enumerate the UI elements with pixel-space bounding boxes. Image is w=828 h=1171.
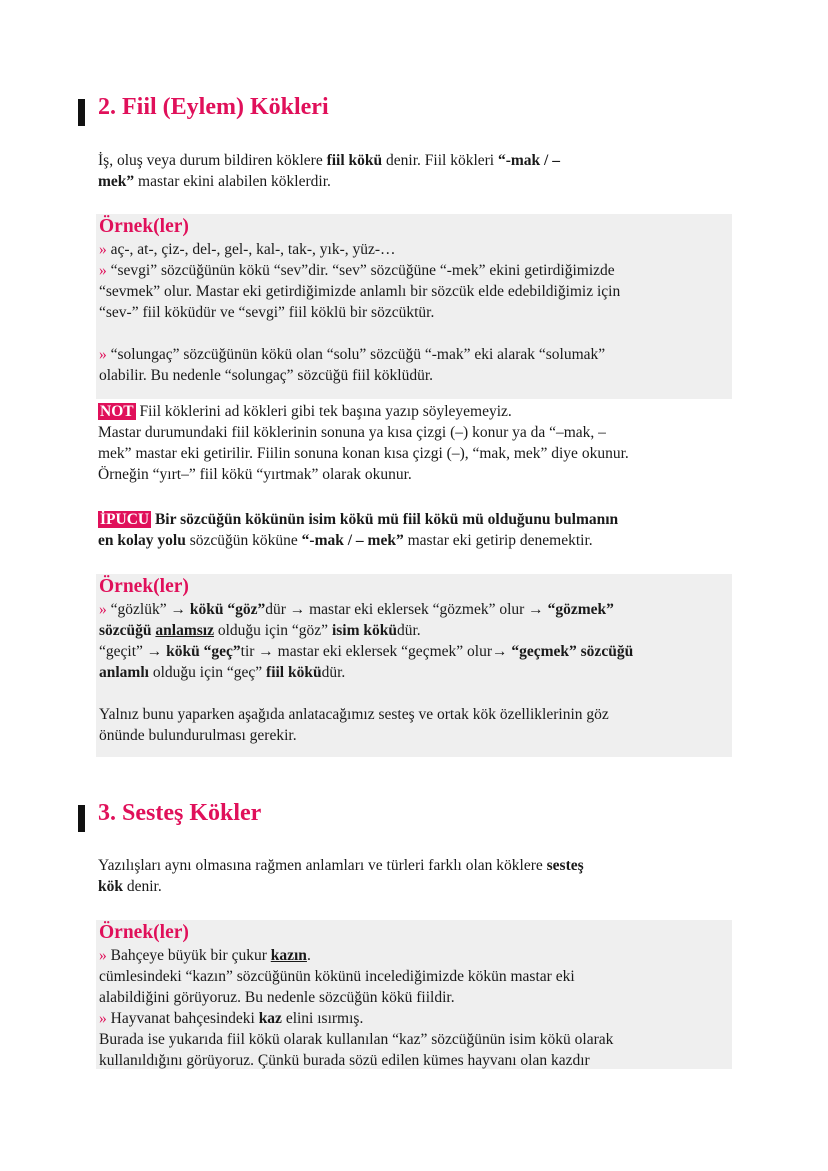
section-title: 3. Sesteş Kökler [98,800,262,826]
example-line: » aç-, at-, çiz-, del-, gel-, kal-, tak-, yık-, yüz-… [99,241,396,258]
example-line: olabilir. Bu nedenle “solungaç” sözcüğü fiil köklüdür. [99,367,434,384]
bullet-icon: » [99,262,107,279]
example-line: anlamlı olduğu için “geç” fiil köküdür. [99,664,346,681]
note-line: mek” mastar eki getirilir. Fiilin sonuna konan kısa çizgi (–), “mak, mek” diye okunur. [98,445,629,462]
tip-badge: İPUCU [100,511,150,528]
tip-line: İPUCU Bir sözcüğün kökünün isim kökü mü fiil kökü mü olduğunu bulmanın [100,511,619,528]
bullet-icon: » [99,346,107,363]
example-box [96,574,732,757]
heading-bar [78,99,85,126]
example-line: sözcüğü anlamsız olduğu için “göz” isim köküdür. [99,622,421,639]
note-block [98,401,629,485]
example-box [96,214,732,399]
bullet-icon: » [99,1010,107,1027]
example-line: » “gözlük” → kökü “göz”dür → mastar eki eklersek “gözmek” olur → “gözmek” [99,601,614,618]
section-intro [98,855,584,897]
example-line: Yalnız bunu yaparken aşağıda anlatacağımız sesteş ve ortak kök özelliklerinin göz [99,706,609,723]
intro-line: mek” mastar ekini alabilen köklerdir. [98,173,331,190]
example-line: alabildiğini görüyoruz. Bu nedenle sözcüğün kökü fiildir. [99,989,455,1006]
heading-bar [78,805,85,832]
example-line: Burada ise yukarıda fiil kökü olarak kullanılan “kaz” sözcüğünün isim kökü olarak [99,1031,614,1048]
section-intro [98,150,560,192]
intro-line: İş, oluş veya durum bildiren köklere fiil kökü denir. Fiil kökleri “-mak / – [98,152,560,169]
example-line: » “solungaç” sözcüğünün kökü olan “solu” sözcüğü “-mak” eki alarak “solumak” [99,346,606,363]
intro-line: Yazılışları aynı olmasına rağmen anlamları ve türleri farklı olan köklere sesteş [98,857,584,874]
example-line: önünde bulundurulması gerekir. [99,727,297,744]
section-title: 2. Fiil (Eylem) Kökleri [98,94,329,120]
bullet-icon: » [99,601,107,618]
note-badge: NOT [100,403,134,420]
example-line: » “sevgi” sözcüğünün kökü “sev”dir. “sev” sözcüğüne “-mek” ekini getirdiğimizde [99,262,615,279]
example-title: Örnek(ler) [99,216,189,237]
bullet-icon: » [99,947,107,964]
bullet-icon: » [99,241,107,258]
note-line: Mastar durumundaki fiil köklerinin sonuna ya kısa çizgi (–) konur ya da “–mak, – [98,424,606,441]
example-line: cümlesindeki “kazın” sözcüğünün kökünü incelediğimizde kökün mastar eki [99,968,575,985]
intro-line: kök denir. [98,878,162,895]
example-line: » Bahçeye büyük bir çukur kazın. [99,947,311,964]
tip-block [98,509,618,551]
example-line: “geçit” → kökü “geç”tir → mastar eki eklersek “geçmek” olur→ “geçmek” sözcüğü [99,643,634,660]
example-title: Örnek(ler) [99,922,189,943]
note-line: NOT Fiil köklerini ad kökleri gibi tek başına yazıp söyleyemeyiz. [100,403,512,420]
example-line: “sev-” fiil köküdür ve “sevgi” fiil köklü bir sözcüktür. [99,304,435,321]
example-box [96,920,732,1069]
example-line: kullanıldığını görüyoruz. Çünkü burada sözü edilen kümes hayvanı olan kazdır [99,1052,590,1069]
tip-line: en kolay yolu sözcüğün köküne “-mak / – mek” mastar eki getirip denemektir. [98,532,593,549]
example-title: Örnek(ler) [99,576,189,597]
example-line: » Hayvanat bahçesindeki kaz elini ısırmış. [99,1010,364,1027]
example-line: “sevmek” olur. Mastar eki getirdiğimizde anlamlı bir sözcük elde edebildiğimiz için [99,283,621,300]
note-line: Örneğin “yırt–” fiil kökü “yırtmak” olarak okunur. [98,466,412,483]
